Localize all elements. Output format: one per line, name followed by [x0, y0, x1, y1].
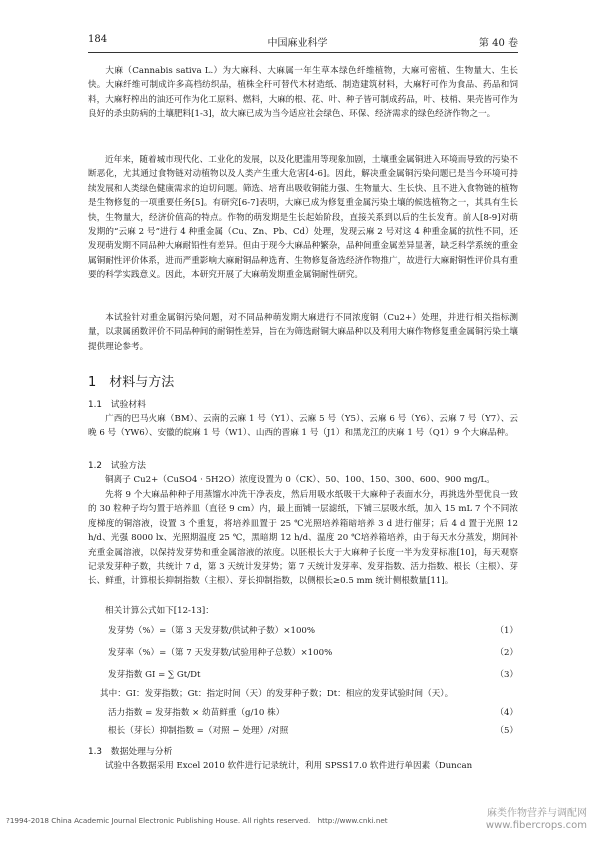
intro-paragraph-3: 本试验针对重金属铜污染问题，对不同品种萌发期大麻进行不同浓度铜（Cu2+）处理，并进行相关指标测量，以隶属函数评价不同品种间的耐铜性差异，旨在为筛选耐铜大麻品种以及利用大麻作物修复重金属铜污染土壤提供理论参考。 [88, 313, 518, 352]
section-heading: 1 材料与方法 [88, 375, 175, 390]
watermark-url: www.fibercrops.com [485, 820, 587, 831]
intro-paragraph-1: 大麻（Cannabis sativa L.）为大麻科、大麻属一年生草本绿色纤维植物，大麻可密植、生物量大、生长快。大麻纤维可制成许多高档纺织品，植株全秆可替代木材造纸、制造建筑材料，大麻籽可作为食品、药品和饲料，大麻籽榨出的油还可作为化工原料、燃料，大麻的根、花、叶、种子皆可制成药品，叶、枝梢、果壳皆可作为良好的杀虫防病的土壤肥料[1-3]，故大麻已成为当今适应社会绿色、环保、经济需求的绿色经济作物之一。 [88, 66, 518, 120]
header-rule [88, 52, 518, 53]
journal-title: 中国麻业科学 [267, 38, 328, 49]
volume-label: 第 40 卷 [478, 38, 518, 49]
formula-germination-index: 发芽指数 GI = ∑ Gt/Dt （3） [108, 670, 518, 680]
copyright-footer: ?1994-2018 China Academic Journal Electronic Publishing House. All rights reserved. http://www.cnki.net [6, 816, 388, 825]
subsection-1-1-heading: 1.1 试验材料 [88, 400, 146, 410]
data-analysis-paragraph: 试验中各数据采用 Excel 2010 软件进行记录统计，利用 SPSS17.0 软件进行单因素（Duncan [105, 761, 473, 771]
page-number: 184 [88, 34, 108, 45]
formula-germination-energy: 发芽势（%）=（第 3 天发芽数/供试种子数）×100% （1） [108, 626, 518, 636]
subsection-1-3-heading: 1.3 数据处理与分析 [88, 747, 173, 757]
formula-inhibition-index: 根长（芽长）抑制指数 =（对照 − 处理）/对照 （5） [108, 726, 518, 736]
methods-paragraph-1: 铜离子 Cu2+（CuSO4 · 5H2O）浓度设置为 0（CK）、50、100、150、300、600、900 mg/L。 [105, 475, 495, 485]
methods-paragraph-3: 相关计算公式如下[12-13]： [105, 606, 214, 616]
materials-paragraph: 广西的巴马火麻（BM）、云南的云麻 1 号（Y1）、云麻 5 号（Y5）、云麻 6 号（Y6）、云麻 7 号（Y7）、云晚 6 号（YW6）、安徽的皖麻 1 号（W1）、山西的晋麻 1 号（J1）和黑龙江的庆麻 1 号（Q1）9 个大麻品种。 [88, 414, 518, 439]
subsection-1-2-heading: 1.2 试验方法 [88, 461, 146, 471]
formula-legend: 其中：GI：发芽指数；Gt：指定时间（天）的发芽种子数；Dt：相应的发芽试验时间（天）。 [100, 689, 454, 699]
watermark-chinese: 麻类作物营养与调配网 [487, 808, 587, 819]
methods-paragraph-2: 先将 9 个大麻品种种子用蒸馏水冲洗干净表皮，然后用吸水纸吸干大麻种子表面水分，再挑选外型优良一致的 30 粒种子均匀置于培养皿（直径 9 cm）内，最上面铺一层滤纸，下铺三层吸水纸，加入 15 mL 7 个不同浓度梯度的铜溶液，设置 3 个重复，将培养皿置于 25 ℃光照培养箱暗培养 3 d 进行催芽；后 4 d 置于光照 12 h/d、光强 8000 lx、光照期温度 25 ℃，黑暗期 12 h/d、温度 20 ℃培养箱培养，由于每天水分蒸发，期间补充重金属溶液，以保持发芽势和重金属溶液的浓度。以胚根长大于大麻种子长度一半为发芽标准[10]，每天观察记录发芽种子数，共统计 7 d，第 3 天统计发芽势；第 7 天统计发芽率、发芽指数、活力指数、根长（主根）、芽长、鲜重，计算根长抑制指数（主根）、芽长抑制指数，以侧根长≥0.5 mm 统计侧根数量[11]。 [88, 490, 518, 587]
formula-vigor-index: 活力指数 = 发芽指数 × 幼苗鲜重（g/10 株） （4） [108, 708, 518, 718]
intro-paragraph-2: 近年来，随着城市现代化、工业化的发展，以及化肥滥用等现象加剧，土壤重金属铜进入环境而导致的污染不断恶化，尤其通过食物链对动植物以及人类产生重大危害[4-6]。因此，解决重金属铜污染问题已是当今环境可持续发展和人类绿色健康需求的迫切问题。筛选、培育出吸收铜能力强、生物量大、生长快、且不进入食物链的植物是生物修复的一项重要任务[5]。有研究[6-7]表明，大麻已成为修复重金属污染土壤的候选植物之一，其具有生长快，生物量大，经济价值高的特点。作物的萌发期是生长起始阶段，直接关系到以后的生长发育。前人[8-9]对萌发期的“云麻 2 号”进行 4 种重金属（Cu、Zn、Pb、Cd）处理，发现云麻 2 号对这 4 种重金属的抗性不同，还发现萌发期不同品种大麻耐铅性有差异。但由于现今大麻品种繁杂，品种间重金属差异显著，缺乏科学系统的重金属铜耐性评价体系，进而严重影响大麻耐铜品种选育、生物修复备选经济作物推广，故进行大麻耐铜性评价具有重要的科学实践意义。因此，本研究开展了大麻萌发期重金属铜耐性研究。 [88, 155, 518, 281]
formula-germination-rate: 发芽率（%）=（第 7 天发芽数/试验用种子总数）×100% （2） [108, 648, 518, 658]
